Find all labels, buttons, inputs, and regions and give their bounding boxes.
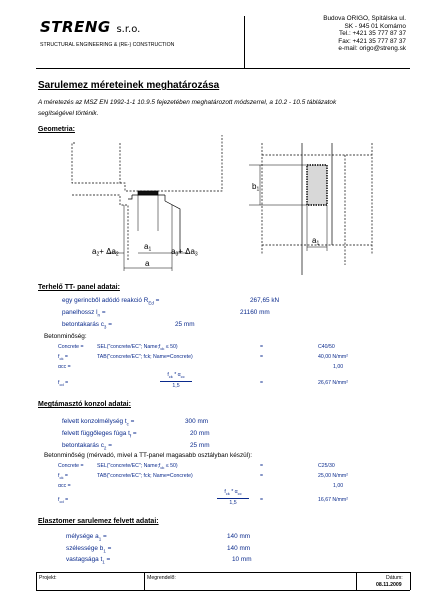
acc-name: αcc = (58, 364, 71, 370)
footer-client-label: Megrendelő: (147, 575, 176, 581)
fck-name: $f_{ck}$ = (58, 473, 68, 481)
tt-panel-row: panelhossz $l_n$ = (62, 309, 106, 318)
tt-panel-value: 21160 mm (240, 309, 270, 316)
address-line: e-mail: origo@streng.sk (338, 45, 406, 52)
address-line: Fax: +421 35 777 87 37 (338, 37, 406, 45)
elastomer-row: mélysége $a_1$ = (66, 533, 107, 542)
footer-right-border (410, 572, 411, 590)
concrete-heading: Betonminőség: (44, 333, 87, 340)
corbel-chamfer (165, 201, 180, 253)
logo-text: STRENG (40, 18, 111, 36)
elastomer-row: szélessége $b_1$ = (66, 545, 112, 554)
address-line: SK - 945 01 Komárno (344, 22, 406, 30)
corbel-row: felvett függőleges fúga $t_f$ = (62, 430, 137, 439)
fcd-name: $f_{cd}$ = (58, 497, 69, 505)
label-plan-a1: a1 (312, 236, 320, 247)
acc-value: 1,00 (333, 364, 344, 370)
fck-eq: = (260, 473, 264, 479)
corbel-value: 25 mm (190, 442, 210, 449)
tt-panel-outline (72, 135, 222, 191)
concrete-expr: SEL("concrete/EC"; $Name;f_{ck} \le 50$) (97, 344, 178, 352)
concrete-eq: = (260, 344, 264, 350)
fcd-numerator: $f_{ck} * \alpha_{cc}$ (224, 489, 242, 497)
elastomer-value: 10 mm (232, 556, 252, 563)
label-b1: b1 (252, 182, 260, 193)
fck-expr: TAB("concrete/EC"; fck; Name=Concrete) (97, 473, 193, 479)
concrete-expr: SEL("concrete/EC"; $Name;f_{ck} \le 50$) (97, 463, 178, 471)
bearing-geometry-figure (0, 135, 424, 275)
fck-name: $f_{ck}$ = (58, 354, 68, 362)
tt-panel-value: 267,65 kN (250, 297, 280, 304)
intro-line: A méretezés az MSZ EN 1992-1-1 10.9.5 fejezetében meghatározott módszerrel, a 10.2 - 10.5 táblázatok (38, 99, 337, 106)
corbel-inner (128, 195, 132, 199)
acc-value: 1,00 (333, 483, 344, 489)
company-address (323, 15, 406, 53)
fcd-eq: = (260, 497, 264, 503)
footer-bottom-rule (36, 590, 410, 591)
corbel-row: betontakarás $c_2$ = (62, 442, 112, 451)
bearing-pad (138, 191, 158, 195)
concrete-name: Concrete = (58, 344, 84, 350)
intro-line: segítségével történik. (38, 110, 99, 117)
concrete-eq: = (260, 463, 264, 469)
header-bottom-rule (36, 68, 410, 69)
fcd-name: $f_{cd}$ = (58, 380, 69, 388)
footer-divider-1 (144, 572, 145, 590)
company-logo (40, 18, 140, 36)
concrete-value: C25/30 (318, 463, 335, 469)
acc-name: αcc = (58, 483, 71, 489)
company-subtitle: STRUCTURAL ENGINEERING & (RE-) CONSTRUCTION (40, 42, 175, 48)
elastomer-value: 140 mm (227, 545, 251, 552)
fck-expr: TAB("concrete/EC"; fck; Name=Concrete) (97, 354, 193, 360)
plan-bearing-pad (307, 165, 327, 205)
concrete-value: C40/50 (318, 344, 335, 350)
fcd-denominator: 1,5 (172, 383, 180, 390)
logo-suffix: s.r.o. (116, 24, 141, 35)
tt-panel-row: egy gerincből adódó reakció $R_{Ed}$ = (62, 297, 160, 306)
header-divider (244, 16, 245, 68)
corbel-value: 300 mm (185, 418, 209, 425)
corbel-row: felvett konzolmélység $t_c$ = (62, 418, 135, 427)
concrete-name: Concrete = (58, 463, 84, 469)
fcd-eq: = (260, 380, 264, 386)
fcd-denominator: 1,5 (229, 500, 237, 507)
footer-divider-2 (356, 572, 357, 590)
footer-date-value: 08.11.2009 (376, 582, 402, 588)
fck-value: 40,00 N/mm² (318, 354, 348, 360)
intro-text (38, 97, 418, 119)
label-a-total: a (145, 259, 150, 268)
footer-date-label: Dátum: (386, 575, 403, 581)
section-corbel-heading: Megtámasztó konzol adatai: (38, 401, 131, 408)
footer-project-label: Projekt: (39, 575, 57, 581)
label-a1: a1 (144, 242, 152, 253)
tt-panel-row: betontakarás $c_3$ = (62, 321, 112, 330)
corbel-value: 20 mm (190, 430, 210, 437)
concrete-heading: Betonminőség (mérvadó, mivel a TT-panel magasabb osztályban készül): (44, 452, 253, 459)
fck-value: 25,00 N/mm² (318, 473, 348, 479)
footer-top-rule (36, 572, 410, 573)
elastomer-row: vastagsága $t_1$ = (66, 556, 111, 565)
fcd-value: 26,67 N/mm² (318, 380, 348, 386)
section-tt-panel-heading: Terhelő TT- panel adatai: (38, 284, 120, 291)
geometry-heading: Geometria: (38, 126, 75, 133)
label-a2-left: a2+ Δa2 (92, 247, 119, 258)
footer-left-border (36, 572, 37, 590)
plan-view (249, 143, 372, 275)
tt-panel-value: 25 mm (175, 321, 195, 328)
label-a3-right: a3+ Δa3 (171, 247, 198, 258)
address-line: Budova ORIGO, Spitálska ul. (323, 15, 406, 22)
address-line: Tel.: +421 35 777 87 37 (339, 30, 406, 37)
fcd-value: 16,67 N/mm² (318, 497, 348, 503)
elastomer-value: 140 mm (227, 533, 251, 540)
fcd-fraction (217, 489, 249, 506)
fcd-numerator: $f_{ck} * \alpha_{cc}$ (167, 372, 185, 380)
fck-eq: = (260, 354, 264, 360)
fcd-fraction (160, 372, 192, 389)
page-title: Sarulemez méreteinek meghatározása (38, 80, 220, 91)
section-elastomer-heading: Elasztomer sarulemez felvett adatai: (38, 518, 159, 525)
